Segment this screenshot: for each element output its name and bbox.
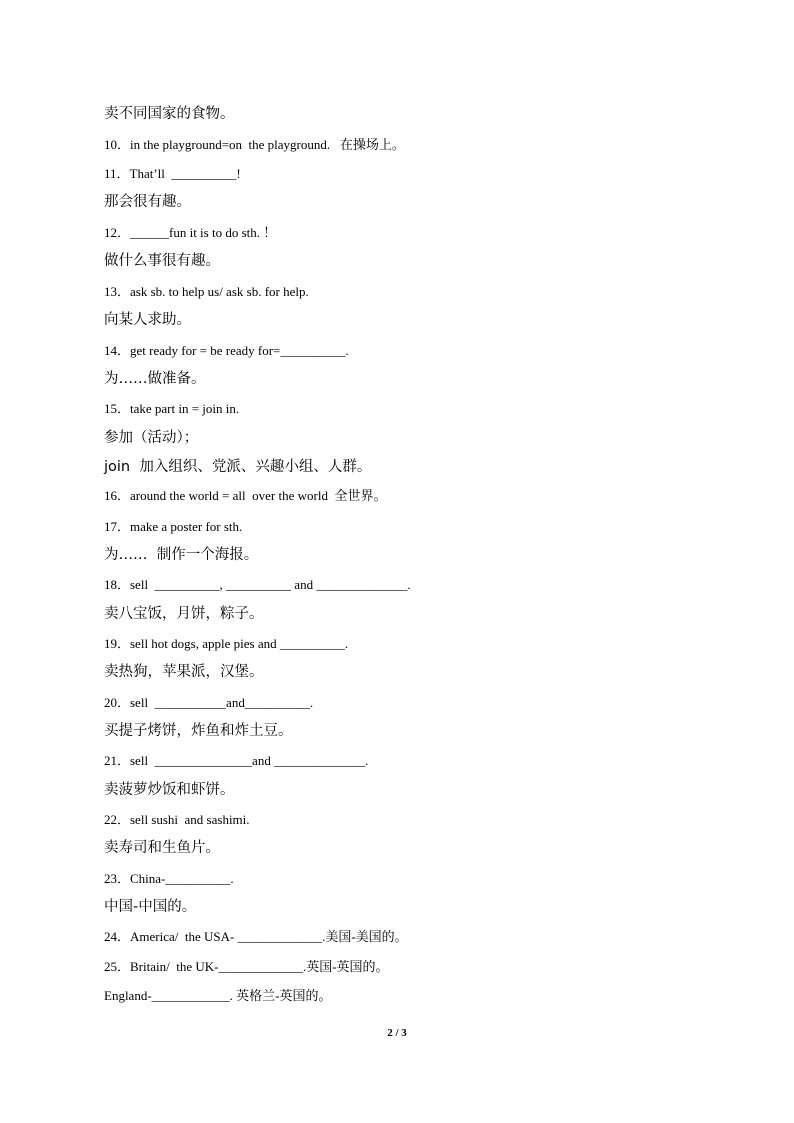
text-line: 向某人求助。 (104, 312, 191, 328)
text-line: join 加入组织、党派、兴趣小组、人群。 (104, 459, 372, 475)
text-line: 15．take part in = join in. (104, 401, 240, 416)
text-line: 做什么事很有趣。 (104, 253, 220, 269)
text-line: 卖不同国家的食物。 (104, 106, 235, 122)
text-line: 18．sell __________, __________ and ______________. (104, 577, 411, 592)
text-line: 23．China-__________. (104, 871, 234, 886)
text-line: 中国-中国的。 (104, 899, 197, 915)
text-line: 22．sell sushi and sashimi. (104, 812, 250, 827)
text-line: 13．ask sb. to help us/ ask sb. for help. (104, 284, 309, 299)
text-line: 19．sell hot dogs, apple pies and __________. (104, 636, 349, 651)
page-number: 2 / 3 (387, 1027, 407, 1039)
text-line: 参加（活动）； (104, 430, 199, 446)
text-line: 21．sell _______________and ______________. (104, 753, 369, 768)
text-line: 24．America/ the USA- _____________.美国-美国的。 (104, 929, 408, 944)
text-line: 14．get ready for = be ready for=__________. (104, 343, 349, 358)
text-line: 20．sell ___________and__________. (104, 695, 314, 710)
text-line: 卖寿司和生鱼片。 (104, 840, 220, 856)
text-line: 25．Britain/ the UK-_____________.英国-英国的。 (104, 959, 389, 974)
text-line: 10．in the playground=on the playground. 在操场上。 (104, 137, 405, 152)
text-line: 11．That’ll __________! (104, 166, 241, 181)
text-line: 12．______fun it is to do sth. ！ (104, 225, 277, 240)
text-line: 卖菠萝炒饭和虾饼。 (104, 782, 235, 798)
text-line: 那会很有趣。 (104, 194, 191, 210)
text-line: 卖热狗，苹果派，汉堡。 (104, 664, 264, 680)
text-line: 为……做准备。 (104, 371, 206, 387)
text-line: England-____________. 英格兰-英国的。 (104, 988, 332, 1003)
text-line: 为…… 制作一个海报。 (104, 547, 259, 563)
text-line: 卖八宝饭，月饼，粽子。 (104, 606, 264, 622)
text-line: 16．around the world = all over the world 全世界。 (104, 488, 387, 503)
text-line: 17．make a poster for sth. (104, 519, 243, 534)
text-line: 买提子烤饼，炸鱼和炸土豆。 (104, 723, 293, 739)
